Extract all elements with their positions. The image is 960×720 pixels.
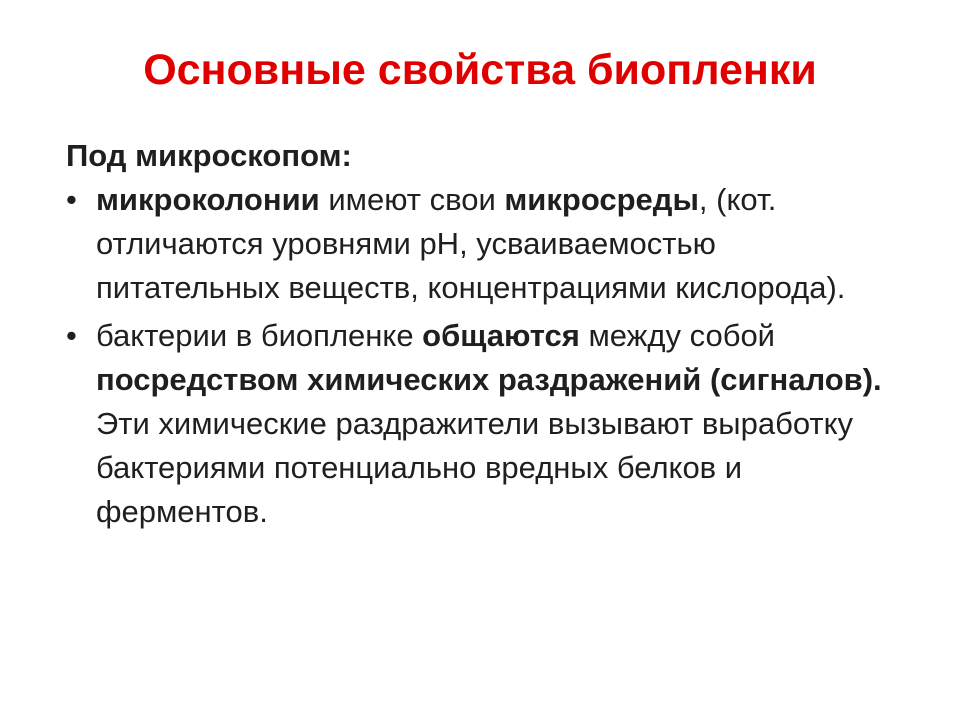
slide-title: Основные свойства биопленки (143, 46, 817, 94)
bullet-item-1 (66, 178, 896, 310)
term-microenvironments: микросреды (504, 182, 699, 217)
bullet-list (66, 178, 896, 534)
term-chemical-signals: посредством химических раздражений (сигналов). (96, 362, 882, 397)
slide-content (66, 134, 896, 538)
bullet-icon: • (66, 182, 77, 217)
text-segment: , (кот. отличаются уровнями pH, усваиваемостью питательных веществ, концентрациями кислорода). (96, 182, 846, 305)
term-communicate: общаются (422, 318, 580, 353)
text-segment: имеют свои (319, 182, 505, 217)
bullet-icon: • (66, 318, 77, 353)
bullet-text-2 (96, 318, 882, 529)
text-segment: между собой (579, 318, 776, 353)
term-microcolonies: микроколонии (96, 182, 320, 217)
text-segment: бактерии в биопленке (96, 318, 423, 353)
text-segment: Эти химические раздражители вызывают выработку бактериями потенциально вредных белков и ферментов. (96, 406, 853, 529)
intro-heading: Под микроскопом: (66, 138, 352, 173)
bullet-item-2 (66, 314, 896, 534)
bullet-text-1 (96, 182, 845, 305)
